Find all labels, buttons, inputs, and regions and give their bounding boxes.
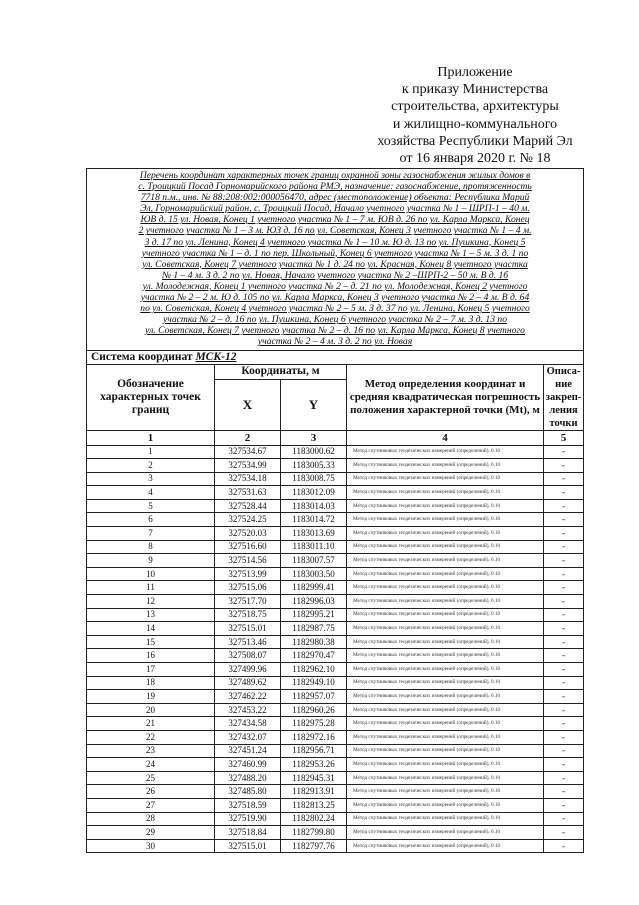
heading-line: № 1 – 4 м. З д. 2 по ул. Новая, Начало учетного участка № 2 –ШРП-2 – 50 м. В д. 1б xyxy=(161,269,509,281)
point-number-cell: 17 xyxy=(87,663,215,677)
point-number-cell: 23 xyxy=(87,744,215,758)
x-coordinate-cell: 327489.62 xyxy=(215,676,281,690)
x-coordinate-cell: 327518.84 xyxy=(215,826,281,840)
y-coordinate-cell: 1182797.76 xyxy=(281,839,347,853)
appendix-line: строительства, архитектуры xyxy=(391,99,559,115)
x-coordinate-cell: 327451.24 xyxy=(215,744,281,758)
table-row xyxy=(87,785,584,799)
table-row xyxy=(87,676,584,690)
y-coordinate-cell: 1183003.50 xyxy=(281,567,347,581)
header-x: X xyxy=(215,379,281,430)
y-coordinate-cell: 1183008.75 xyxy=(281,472,347,486)
description-cell: - xyxy=(544,445,584,459)
method-cell: Метод спутниковых геодезических измерений (определений), 0.10 xyxy=(347,581,544,595)
table-row xyxy=(87,635,584,649)
table-row xyxy=(87,445,584,459)
table-row xyxy=(87,459,584,473)
table-row xyxy=(87,744,584,758)
point-number-cell: 15 xyxy=(87,635,215,649)
description-cell: - xyxy=(544,744,584,758)
table-row xyxy=(87,649,584,663)
table-row xyxy=(87,595,584,609)
header-description: Описа-ние закреп-ления точки xyxy=(544,364,584,430)
y-coordinate-cell: 1183012.09 xyxy=(281,486,347,500)
x-coordinate-cell: 327488.20 xyxy=(215,771,281,785)
x-coordinate-cell: 327524.25 xyxy=(215,513,281,527)
x-coordinate-cell: 327460.99 xyxy=(215,758,281,772)
point-number-cell: 19 xyxy=(87,690,215,704)
method-cell: Метод спутниковых геодезических измерений (определений), 0.10 xyxy=(347,540,544,554)
y-coordinate-cell: 1182972.16 xyxy=(281,730,347,744)
y-coordinate-cell: 1182970.47 xyxy=(281,649,347,663)
y-coordinate-cell: 1182995.21 xyxy=(281,608,347,622)
x-coordinate-cell: 327531.63 xyxy=(215,486,281,500)
description-cell: - xyxy=(544,703,584,717)
point-number-cell: 30 xyxy=(87,839,215,853)
y-coordinate-cell: 1182987.75 xyxy=(281,622,347,636)
x-coordinate-cell: 327519.90 xyxy=(215,812,281,826)
coordinates-table xyxy=(86,168,584,853)
x-coordinate-cell: 327514.56 xyxy=(215,554,281,568)
x-coordinate-cell: 327499.96 xyxy=(215,663,281,677)
x-coordinate-cell: 327520.03 xyxy=(215,527,281,541)
table-row xyxy=(87,608,584,622)
description-cell: - xyxy=(544,785,584,799)
y-coordinate-cell: 1182913.91 xyxy=(281,785,347,799)
table-row xyxy=(87,581,584,595)
point-number-cell: 28 xyxy=(87,812,215,826)
heading-line: ул. Советская, Конец 7 учетного участка № 2 – д. 16 по ул. Карла Маркса, Конец 8 учетного xyxy=(145,325,525,337)
description-cell: - xyxy=(544,567,584,581)
method-cell: Метод спутниковых геодезических измерений (определений), 0.10 xyxy=(347,567,544,581)
description-cell: - xyxy=(544,771,584,785)
table-row xyxy=(87,826,584,840)
x-coordinate-cell: 327513.99 xyxy=(215,567,281,581)
description-cell: - xyxy=(544,717,584,731)
column-numbers-row xyxy=(87,430,584,445)
header-y: Y xyxy=(281,379,347,430)
y-coordinate-cell: 1182813.25 xyxy=(281,798,347,812)
heading-line: ул. Советская, Конец 7 учетного участка № 1 д. 24 по ул. Красная, Конец 8 учетного участка xyxy=(142,258,528,270)
table-row xyxy=(87,567,584,581)
heading-line: участка № 2 – д. 16 по ул. Пушкина, Конец 6 учетного участка № 2 – 7 м. З д. 13 по xyxy=(163,314,508,326)
table-row xyxy=(87,663,584,677)
table-heading xyxy=(87,169,584,351)
description-cell: - xyxy=(544,649,584,663)
description-cell: - xyxy=(544,690,584,704)
appendix-line: и жилищно-коммунального xyxy=(392,116,558,132)
point-number-cell: 16 xyxy=(87,649,215,663)
method-cell: Метод спутниковых геодезических измерений (определений), 0.10 xyxy=(347,826,544,840)
table-row xyxy=(87,554,584,568)
method-cell: Метод спутниковых геодезических измерений (определений), 0.10 xyxy=(347,472,544,486)
point-number-cell: 18 xyxy=(87,676,215,690)
method-cell: Метод спутниковых геодезических измерений (определений), 0.10 xyxy=(347,676,544,690)
x-coordinate-cell: 327515.01 xyxy=(215,839,281,853)
method-cell: Метод спутниковых геодезических измерений (определений), 0.10 xyxy=(347,527,544,541)
y-coordinate-cell: 1183014.72 xyxy=(281,513,347,527)
point-number-cell: 29 xyxy=(87,826,215,840)
method-cell: Метод спутниковых геодезических измерений (определений), 0.10 xyxy=(347,812,544,826)
method-cell: Метод спутниковых геодезических измерений (определений), 0.10 xyxy=(347,554,544,568)
point-number-cell: 13 xyxy=(87,608,215,622)
description-cell: - xyxy=(544,554,584,568)
point-number-cell: 27 xyxy=(87,798,215,812)
table-row xyxy=(87,540,584,554)
method-cell: Метод спутниковых геодезических измерений (определений), 0.10 xyxy=(347,445,544,459)
appendix-line: Приложение xyxy=(437,65,513,80)
point-number-cell: 24 xyxy=(87,758,215,772)
column-number: 3 xyxy=(281,430,347,445)
method-cell: Метод спутниковых геодезических измерений (определений), 0.10 xyxy=(347,649,544,663)
x-coordinate-cell: 327515.06 xyxy=(215,581,281,595)
method-cell: Метод спутниковых геодезических измерений (определений), 0.10 xyxy=(347,513,544,527)
header-designation: Обозначение характерных точек границ xyxy=(87,364,215,430)
y-coordinate-cell: 1182996.03 xyxy=(281,595,347,609)
point-number-cell: 1 xyxy=(87,445,215,459)
method-cell: Метод спутниковых геодезических измерений (определений), 0.10 xyxy=(347,758,544,772)
table-row xyxy=(87,527,584,541)
heading-line: по ул. Советская, Конец 4 учетного участка № 2 – 5 м. З д. 37 по ул. Ленина, Конец 5 учетного xyxy=(140,303,530,315)
description-cell: - xyxy=(544,486,584,500)
method-cell: Метод спутниковых геодезических измерений (определений), 0.10 xyxy=(347,730,544,744)
point-number-cell: 5 xyxy=(87,499,215,513)
method-cell: Метод спутниковых геодезических измерений (определений), 0.10 xyxy=(347,486,544,500)
table-row xyxy=(87,513,584,527)
description-cell: - xyxy=(544,758,584,772)
description-cell: - xyxy=(544,826,584,840)
method-cell: Метод спутниковых геодезических измерений (определений), 0.10 xyxy=(347,717,544,731)
y-coordinate-cell: 1183005.33 xyxy=(281,459,347,473)
y-coordinate-cell: 1183000.62 xyxy=(281,445,347,459)
table-row xyxy=(87,486,584,500)
x-coordinate-cell: 327432.07 xyxy=(215,730,281,744)
y-coordinate-cell: 1182962.10 xyxy=(281,663,347,677)
description-cell: - xyxy=(544,730,584,744)
column-number: 2 xyxy=(215,430,281,445)
point-number-cell: 21 xyxy=(87,717,215,731)
method-cell: Метод спутниковых геодезических измерений (определений), 0.10 xyxy=(347,595,544,609)
heading-line: участка № 2 – 4 м. З д. 2 по ул. Новая xyxy=(257,336,413,348)
description-cell: - xyxy=(544,472,584,486)
heading-line: ул. Молодежная, Конец 1 учетного участка № 2 – д. 21 по ул. Молодежная, Конец 2 учетного xyxy=(142,280,528,292)
x-coordinate-cell: 327518.59 xyxy=(215,798,281,812)
x-coordinate-cell: 327453.22 xyxy=(215,703,281,717)
description-cell: - xyxy=(544,513,584,527)
method-cell: Метод спутниковых геодезических измерений (определений), 0.10 xyxy=(347,744,544,758)
x-coordinate-cell: 327434.58 xyxy=(215,717,281,731)
description-cell: - xyxy=(544,527,584,541)
point-number-cell: 14 xyxy=(87,622,215,636)
table-row xyxy=(87,472,584,486)
y-coordinate-cell: 1182949.10 xyxy=(281,676,347,690)
table-row xyxy=(87,622,584,636)
y-coordinate-cell: 1183014.03 xyxy=(281,499,347,513)
description-cell: - xyxy=(544,499,584,513)
x-coordinate-cell: 327513.46 xyxy=(215,635,281,649)
point-number-cell: 2 xyxy=(87,459,215,473)
point-number-cell: 20 xyxy=(87,703,215,717)
description-cell: - xyxy=(544,635,584,649)
y-coordinate-cell: 1182960.26 xyxy=(281,703,347,717)
table-row xyxy=(87,730,584,744)
heading-line: З д. 17 по ул. Ленина, Конец 4 учетного участка № 1 – 10 м. Ю д. 13 по ул. Пушкина, Конец 5 xyxy=(144,236,526,248)
point-number-cell: 12 xyxy=(87,595,215,609)
header-method: Метод определения координат и средняя квадратическая погрешность положения характерной точки (Mt), м xyxy=(347,364,544,430)
y-coordinate-cell: 1182999.41 xyxy=(281,581,347,595)
appendix-line: к приказу Министерства xyxy=(401,82,549,98)
point-number-cell: 11 xyxy=(87,581,215,595)
heading-line: с. Троицкий Посад Горномарийского района РМЭ, назначение: газоснабжение, протяженность xyxy=(138,181,532,193)
y-coordinate-cell: 1183013.69 xyxy=(281,527,347,541)
table-row xyxy=(87,758,584,772)
point-number-cell: 8 xyxy=(87,540,215,554)
point-number-cell: 6 xyxy=(87,513,215,527)
method-cell: Метод спутниковых геодезических измерений (определений), 0.10 xyxy=(347,608,544,622)
y-coordinate-cell: 1183011.10 xyxy=(281,540,347,554)
table-row xyxy=(87,717,584,731)
method-cell: Метод спутниковых геодезических измерений (определений), 0.10 xyxy=(347,499,544,513)
description-cell: - xyxy=(544,839,584,853)
table-row xyxy=(87,771,584,785)
method-cell: Метод спутниковых геодезических измерений (определений), 0.10 xyxy=(347,459,544,473)
x-coordinate-cell: 327515.01 xyxy=(215,622,281,636)
point-number-cell: 25 xyxy=(87,771,215,785)
appendix-line: от 16 января 2020 г. № 18 xyxy=(399,151,551,167)
method-cell: Метод спутниковых геодезических измерений (определений), 0.10 xyxy=(347,785,544,799)
heading-line: Перечень координат характерных точек границ охранной зоны газоснабжения жилых домов в xyxy=(139,170,531,181)
y-coordinate-cell: 1182953.26 xyxy=(281,758,347,772)
description-cell: - xyxy=(544,459,584,473)
x-coordinate-cell: 327534.99 xyxy=(215,459,281,473)
point-number-cell: 7 xyxy=(87,527,215,541)
table-row xyxy=(87,703,584,717)
point-number-cell: 3 xyxy=(87,472,215,486)
x-coordinate-cell: 327517.70 xyxy=(215,595,281,609)
point-number-cell: 9 xyxy=(87,554,215,568)
description-cell: - xyxy=(544,622,584,636)
point-number-cell: 10 xyxy=(87,567,215,581)
method-cell: Метод спутниковых геодезических измерений (определений), 0.10 xyxy=(347,663,544,677)
x-coordinate-cell: 327516.60 xyxy=(215,540,281,554)
coordinate-system-row xyxy=(87,350,584,364)
column-number: 5 xyxy=(544,430,584,445)
method-cell: Метод спутниковых геодезических измерений (определений), 0.10 xyxy=(347,798,544,812)
appendix-header xyxy=(330,64,620,167)
table-row xyxy=(87,839,584,853)
x-coordinate-cell: 327485.80 xyxy=(215,785,281,799)
point-number-cell: 26 xyxy=(87,785,215,799)
method-cell: Метод спутниковых геодезических измерений (определений), 0.10 xyxy=(347,703,544,717)
method-cell: Метод спутниковых геодезических измерений (определений), 0.10 xyxy=(347,690,544,704)
y-coordinate-cell: 1182802.24 xyxy=(281,812,347,826)
y-coordinate-cell: 1182945.31 xyxy=(281,771,347,785)
method-cell: Метод спутниковых геодезических измерений (определений), 0.10 xyxy=(347,771,544,785)
method-cell: Метод спутниковых геодезических измерений (определений), 0.10 xyxy=(347,622,544,636)
point-number-cell: 22 xyxy=(87,730,215,744)
method-cell: Метод спутниковых геодезических измерений (определений), 0.10 xyxy=(347,635,544,649)
coordinate-system-label: Система координат xyxy=(91,351,193,363)
heading-line: 2 учетного участка № 1 – 3 м. ЮЗ д. 16 по ул. Советская, Конец 3 учетного участка № 1 – 4 м. xyxy=(138,225,532,237)
table-row xyxy=(87,690,584,704)
y-coordinate-cell: 1182956.71 xyxy=(281,744,347,758)
table-row xyxy=(87,812,584,826)
heading-line: ЮВ д. 15 ул. Новая, Конец 1 учетного участка № 1 – 7 м. ЮВ д. 26 по ул. Карла Маркса, Конец xyxy=(140,214,530,226)
y-coordinate-cell: 1183007.57 xyxy=(281,554,347,568)
heading-line: Эл, Горномарийский район, с. Троицкий Посад, Начало учетного участка № 1 – ШРП-1 – 40 м. xyxy=(140,203,530,215)
heading-line: 7718 п.м., инв. № 88:208:002:000056470, адрес (местоположение) объекта: Республика Марий xyxy=(140,192,530,204)
y-coordinate-cell: 1182957.07 xyxy=(281,690,347,704)
x-coordinate-cell: 327518.75 xyxy=(215,608,281,622)
x-coordinate-cell: 327534.18 xyxy=(215,472,281,486)
y-coordinate-cell: 1182975.28 xyxy=(281,717,347,731)
table-row xyxy=(87,798,584,812)
y-coordinate-cell: 1182799.80 xyxy=(281,826,347,840)
column-number: 1 xyxy=(87,430,215,445)
header-coordinates: Координаты, м xyxy=(215,364,347,379)
appendix-line: хозяйства Республики Марий Эл xyxy=(377,133,573,149)
description-cell: - xyxy=(544,812,584,826)
table-row xyxy=(87,499,584,513)
description-cell: - xyxy=(544,663,584,677)
description-cell: - xyxy=(544,798,584,812)
x-coordinate-cell: 327534.67 xyxy=(215,445,281,459)
coordinate-system-value: МСК-12 xyxy=(195,351,237,363)
description-cell: - xyxy=(544,608,584,622)
x-coordinate-cell: 327528.44 xyxy=(215,499,281,513)
description-cell: - xyxy=(544,595,584,609)
heading-line: участка № 2 – 2 м. Ю д. 105 по ул. Карла Маркса, Конец 3 учетного участка № 2 – 4 м. В д. 64 xyxy=(140,292,530,304)
description-cell: - xyxy=(544,540,584,554)
point-number-cell: 4 xyxy=(87,486,215,500)
y-coordinate-cell: 1182980.38 xyxy=(281,635,347,649)
heading-line: учетного участка № 1 – д. 1 по пер. Школьный, Конец 6 учетного участка № 1 – 5 м. З д. 1 по xyxy=(141,247,529,259)
column-number: 4 xyxy=(347,430,544,445)
x-coordinate-cell: 327462.22 xyxy=(215,690,281,704)
x-coordinate-cell: 327508.07 xyxy=(215,649,281,663)
description-cell: - xyxy=(544,676,584,690)
description-cell: - xyxy=(544,581,584,595)
method-cell: Метод спутниковых геодезических измерений (определений), 0.10 xyxy=(347,839,544,853)
